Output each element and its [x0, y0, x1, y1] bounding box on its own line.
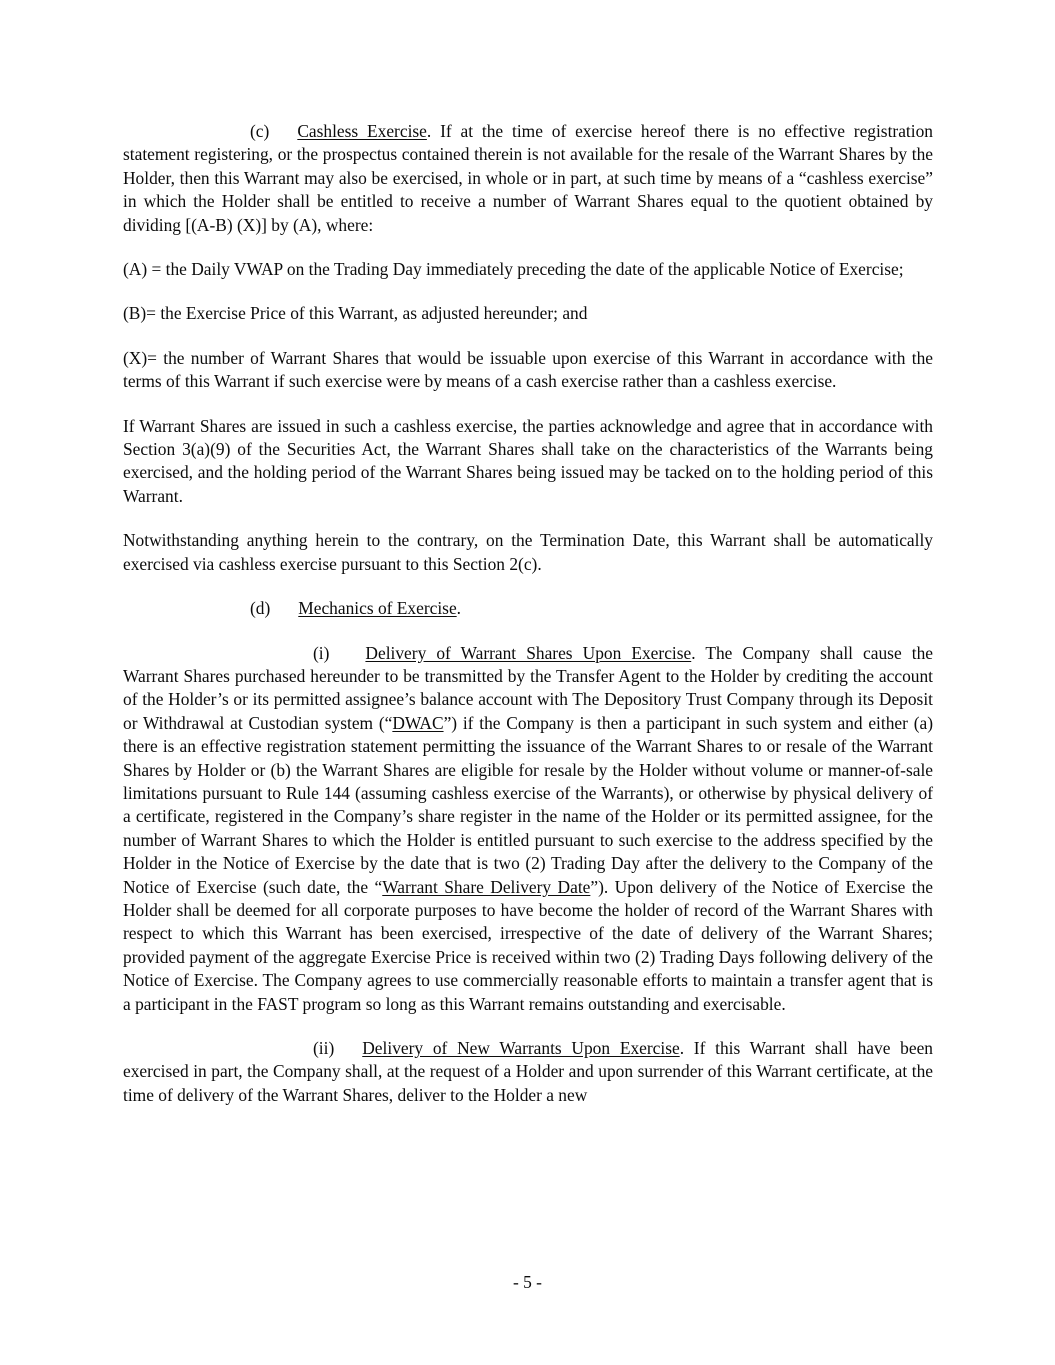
definition-b-text: (B)= the Exercise Price of this Warrant, as adjusted hereunder; and	[123, 303, 588, 324]
clause-text: .	[456, 598, 462, 619]
definition-x	[123, 347, 933, 394]
tab-space	[270, 613, 298, 614]
clause-text: . If at the time of exercise hereof there is no effective registration statement registering, or the prospectus contained therein is not available for the resale of the Warrant Shares by the Holder, then this Warrant may also be exercised, in whole or in part, at such time by means of a “cashless exercise” in which the Holder shall be entitled to receive a number of Warrant Shares equal to the quotient obtained by dividing [(A-B) (X)] by (A), where:	[123, 121, 933, 235]
definition-x-text: (X)= the number of Warrant Shares that would be issuable upon exercise of this Warrant in accordance with the terms of this Warrant if such exercise were by means of a cash exercise rather than a cashless exercise.	[123, 347, 933, 392]
definition-a-text: (A) = the Daily VWAP on the Trading Day immediately preceding the date of the applicable Notice of Exercise;	[123, 259, 904, 280]
clause-heading-cashless-exercise: Cashless Exercise	[297, 121, 427, 141]
definition-a	[123, 258, 933, 281]
clause-heading-delivery-of-warrant-shares: Delivery of Warrant Shares Upon Exercise	[365, 642, 692, 663]
clause-text: . The Company shall cause the Warrant Shares purchased hereunder to be transmitted by the Transfer Agent to the Holder by crediting the account of the Holder’s or its permitted assignee’s balance account with The Depository Trust Company through its Deposit or Withdrawal at Custodian system (“	[123, 642, 933, 733]
paragraph-termination-date-text: Notwithstanding anything herein to the contrary, on the Termination Date, this Warrant shall be automatically exercised via cashless exercise pursuant to this Section 2(c).	[123, 530, 933, 574]
clause-label-c: (c)	[250, 121, 270, 141]
clause-heading-mechanics-of-exercise: Mechanics of Exercise	[298, 598, 457, 619]
page-number: - 5 -	[513, 1272, 542, 1292]
paragraph-cashless-issuance-text: If Warrant Shares are issued in such a cashless exercise, the parties acknowledge and agree that in accordance with Section 3(a)(9) of the Securities Act, the Warrant Shares shall take on the characteristics of the Warrants being exercised, and the holding period of the Warrant Shares being issued may be tacked on to the holding period of this Warrant.	[123, 415, 933, 506]
clause-label-i: (i)	[313, 642, 330, 663]
clause-heading-delivery-of-new-warrants: Delivery of New Warrants Upon Exercise	[362, 1038, 680, 1058]
paragraph-cashless-issuance	[123, 415, 933, 509]
paragraph-delivery-of-new-warrants	[123, 1037, 933, 1107]
tab-space	[334, 1053, 362, 1054]
defined-term-dwac: DWAC	[392, 712, 444, 733]
clause-label-d: (d)	[250, 598, 271, 619]
clause-text: ”) if the Company is then a participant in such system and either (a) there is an effective registration statement permitting the issuance of the Warrant Shares to or resale of the Warrant Shares by Holder or (b) the Warrant Shares are eligible for resale by the Holder without volume or manner-of-sale limitations pursuant to Rule 144 (assuming cashless exercise of the Warrants), or otherwise by physical delivery of a certificate, registered in the Company’s share register in the name of the Holder or its permitted assignee, for the number of Warrant Shares to which the Holder is entitled pursuant to such exercise to the address specified by the Holder in the Notice of Exercise by the date that is two (2) Trading Day after the delivery to the Company of the Notice of Exercise (such date, the “	[123, 712, 934, 897]
clause-text: . If this Warrant shall have been exercised in part, the Company shall, at the request of a Holder and upon surrender of this Warrant certificate, at the time of delivery of the Warrant Shares, deliver to the Holder a new	[123, 1038, 933, 1105]
document-body	[123, 120, 933, 1128]
tab-space	[329, 658, 365, 659]
tab-space	[269, 136, 297, 137]
defined-term-warrant-share-delivery-date: Warrant Share Delivery Date	[382, 876, 591, 897]
clause-text: ”). Upon delivery of the Notice of Exercise the Holder shall be deemed for all corporate purposes to have become the holder of record of the Warrant Shares with respect to which this Warrant has been exercised, irrespective of the date of delivery of the Warrant Shares; provided payment of the aggregate Exercise Price is received within two (2) Trading Days following delivery of the Notice of Exercise. The Company agrees to use commercially reasonable efforts to maintain a transfer agent that is a participant in the FAST program so long as this Warrant remains outstanding and exercisable.	[123, 876, 933, 1014]
paragraph-termination-date	[123, 529, 933, 576]
clause-label-ii: (ii)	[313, 1038, 335, 1058]
paragraph-delivery-of-warrant-shares	[123, 642, 933, 1017]
definition-b	[123, 302, 933, 325]
paragraph-cashless-exercise	[123, 120, 933, 237]
paragraph-mechanics-of-exercise	[123, 597, 933, 620]
